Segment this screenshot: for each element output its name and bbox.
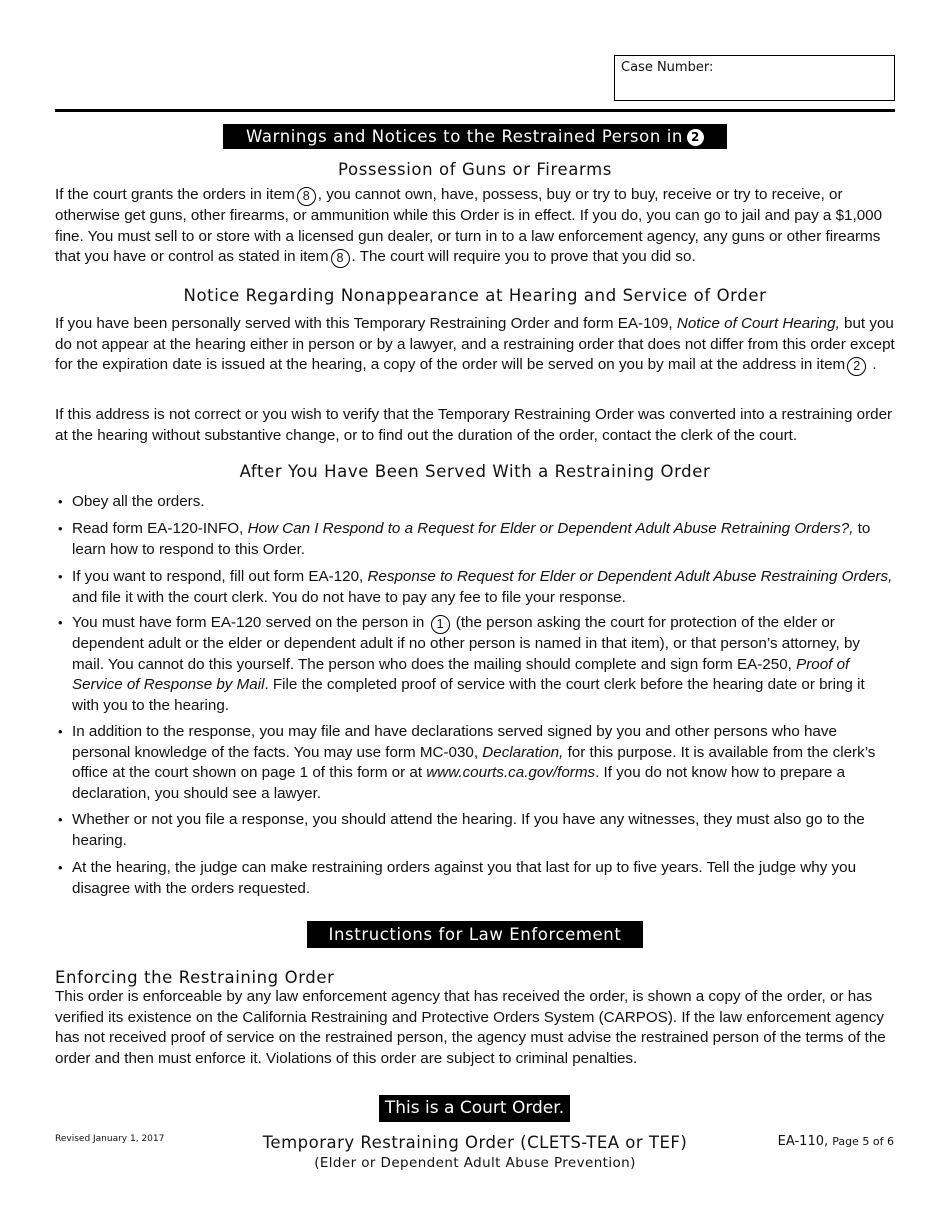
bullet-icon: •	[58, 860, 63, 875]
after-served-heading: After You Have Been Served With a Restraining Order	[239, 462, 711, 481]
warnings-banner-text: Warnings and Notices to the Restrained Person in	[246, 127, 683, 146]
enforcing-text: This order is enforceable by any law enforcement agency that has received the order, is shown a copy of the order, or has verified its existence on the California Restraining and Protective Orders System (CARPOS). If the law enforcement agency has not received proof of service on the restrained person, the agency must advise the restrained person of the terms of the order and then must enforce it. Violations of this order are subject to criminal penalties.	[55, 988, 886, 1067]
list-item-text	[72, 722, 895, 804]
list-item-text: Obey all the orders.	[72, 493, 205, 510]
nonappearance-heading: Notice Regarding Nonappearance at Hearing and Service of Order	[183, 286, 767, 305]
item-1-circle-icon: 1	[431, 615, 450, 634]
list-item-text: At the hearing, the judge can make restraining orders against you that last for up to five years. Tell the judge why you disagree with the orders requested.	[72, 859, 857, 897]
revised-date: Revised January 1, 2017	[55, 1134, 165, 1144]
b2-text-1: Read form EA-120-INFO,	[72, 520, 248, 537]
ea-250-title: Proof of Service of Response by Mail	[72, 655, 850, 694]
courts-forms-link[interactable]: www.courts.ca.gov/forms	[426, 764, 596, 782]
page-number: Page 5 of 6	[832, 1135, 894, 1148]
notice-of-hearing-title: Notice of Court Hearing,	[676, 315, 840, 332]
form-number: EA-110,	[777, 1134, 829, 1149]
law-enforcement-banner: Instructions for Law Enforcement	[307, 921, 643, 948]
guns-text-3: . The court will require you to prove that you did so.	[351, 248, 696, 266]
form-id	[778, 1134, 894, 1149]
guns-text-1: If the court grants the orders in item	[55, 186, 295, 203]
b3-text-1: If you want to respond, fill out form EA-120,	[72, 568, 368, 585]
b4-text-1: You must have form EA-120 served on the person in	[72, 614, 429, 631]
guns-text-2: , you cannot own, have, possess, buy or try to buy, receive or try to receive, or otherwise get guns, other firearms, or ammunition while this Order is in effect. If you do, you can go to jail and pay a $1,000 fine. You must sell to or store with a licensed gun dealer, or turn in to a law enforcement agency, any guns or other firearms that you have or control as stated in item	[55, 186, 883, 266]
list-item-text	[72, 519, 895, 560]
list-item-text: Whether or not you file a response, you should attend the hearing. If you have any witnesses, they must also go to the hearing.	[72, 811, 865, 849]
nonappearance-text-2: but you do not appear at the hearing either in person or by a lawyer, and a restraining order that does not differ from this order except for the expiration date is issued at the hearing, a copy of the order will be served on you by mail at the address in item	[55, 315, 895, 374]
b2-text-2: to learn how to respond to this Order.	[72, 520, 871, 558]
bullet-icon: •	[58, 615, 63, 630]
b4-text-3: . File the completed proof of service with the court clerk before the hearing date or bring it with you to the hearing.	[72, 676, 865, 714]
b4-text-2: (the person asking the court for protection of the elder or dependent adult or the elder or dependent adult if no other person is named in that item), or that person’s attorney, by mail. You cannot do this yourself. The person who does the mailing should complete and sign form EA-250,	[72, 614, 860, 673]
ea-120-title: Response to Request for Elder or Dependent Adult Abuse Restraining Orders,	[367, 568, 893, 585]
item-2-circle-icon: 2	[847, 357, 866, 376]
bullet-icon: •	[58, 812, 63, 827]
court-order-label: This is a Court Order.	[379, 1095, 570, 1122]
case-number-box[interactable]	[614, 55, 895, 101]
item-8-circle-icon: 8	[297, 187, 316, 206]
enforcing-paragraph	[55, 987, 897, 1069]
ea-120-info-title: How Can I Respond to a Request for Elder or Dependent Adult Abuse Retraining Orders?,	[247, 520, 854, 537]
list-item-text	[72, 567, 895, 608]
nonappearance-paragraph-2	[55, 405, 897, 446]
nonappearance-text-1: If you have been personally served with this Temporary Restraining Order and form EA-109,	[55, 315, 677, 332]
header-rule	[55, 109, 895, 112]
warnings-banner	[223, 124, 727, 149]
list-item-text	[72, 613, 895, 716]
form-title: Temporary Restraining Order (CLETS-TEA or TEF)	[262, 1133, 688, 1152]
guns-heading: Possession of Guns or Firearms	[338, 160, 612, 179]
mc-030-title: Declaration,	[482, 743, 564, 761]
nonappearance-paragraph-1	[55, 314, 897, 376]
form-subtitle: (Elder or Dependent Adult Abuse Prevention)	[314, 1155, 636, 1171]
enforcing-heading: Enforcing the Restraining Order	[55, 968, 335, 987]
b5-text-2: for this purpose. It is available from the clerk’s office at the court shown on page 1 of this form or at	[72, 743, 876, 782]
b5-text-1: In addition to the response, you may file and have declarations served signed by you and other persons who have personal knowledge of the facts. You may use form MC-030,	[72, 723, 837, 761]
bullet-icon: •	[58, 724, 63, 739]
nonappearance-text-3: .	[868, 356, 877, 374]
b3-text-2: and file it with the court clerk. You do not have to pay any fee to file your response.	[72, 588, 626, 606]
bullet-icon: •	[58, 521, 63, 536]
case-number-label: Case Number:	[621, 60, 714, 75]
item-8-circle-icon: 8	[331, 249, 350, 268]
b5-text-3: . If you do not know how to prepare a declaration, you should see a lawyer.	[72, 764, 846, 802]
bullet-icon: •	[58, 494, 63, 509]
item-2-filled-icon: 2	[687, 129, 704, 146]
bullet-icon: •	[58, 569, 63, 584]
guns-paragraph	[55, 185, 897, 268]
nonappearance-text-4: If this address is not correct or you wish to verify that the Temporary Restraining Order was converted into a restraining order at the hearing without substantive change, or to find out the duration of the order, contact the clerk of the court.	[55, 406, 893, 444]
